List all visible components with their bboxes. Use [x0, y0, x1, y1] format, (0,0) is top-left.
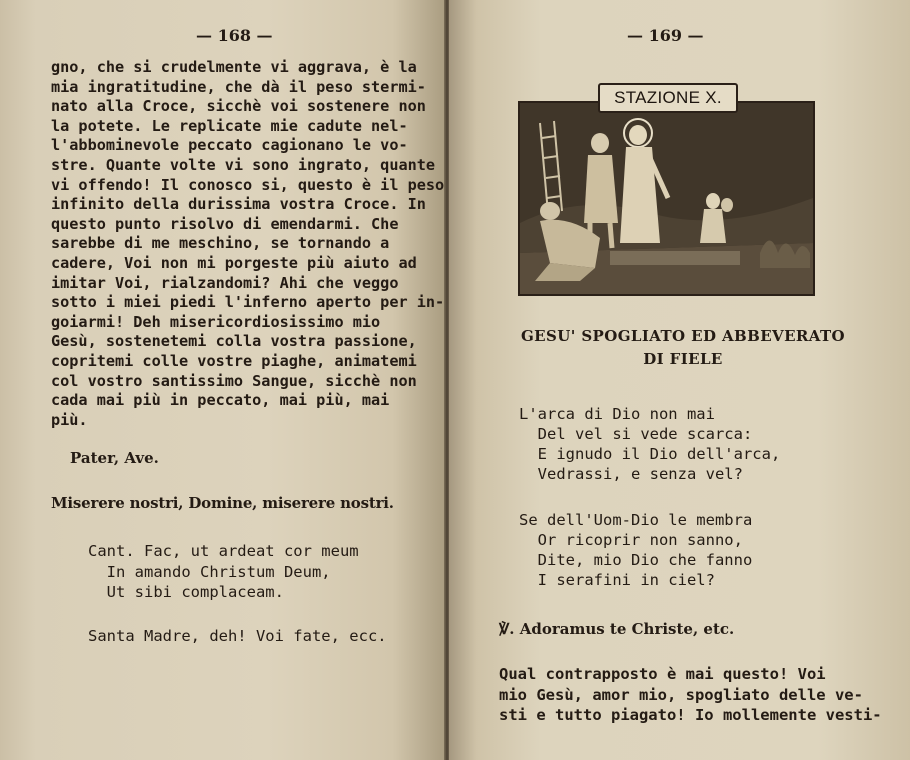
page-number-168: — 168 —	[196, 26, 273, 45]
text-line: mia ingratitudine, che dà il peso stermi-	[51, 77, 426, 96]
station-title	[477, 325, 889, 371]
text-line: infinito della durissima vostra Croce. In	[51, 195, 426, 214]
verse-line: Del vel si vede scarca:	[519, 425, 753, 443]
text-line: cada mai più in peccato, mai più, mai	[51, 391, 390, 410]
verse-line: Se dell'Uom-Dio le membra	[519, 511, 753, 529]
stripping-of-jesus-illustration	[520, 103, 813, 294]
left-paragraph	[51, 58, 445, 430]
text-line: questo punto risolvo di emendarmi. Che	[51, 214, 399, 233]
pater-ave: Pater, Ave.	[70, 449, 159, 467]
left-page	[0, 0, 446, 760]
text-line: sotto i miei piedi l'inferno aperto per in-	[51, 293, 445, 312]
text-line: sarebbe di me meschino, se tornando a	[51, 234, 390, 253]
adoramus-line: ℣. Adoramus te Christe, etc.	[499, 620, 735, 638]
text-line: gno, che si crudelmente vi aggrava, è la	[51, 58, 417, 76]
text-line: più.	[51, 410, 88, 429]
verse-line: Or ricoprir non sanno,	[519, 531, 743, 549]
text-line: cadere, Voi non mi porgeste più aiuto ad	[51, 253, 417, 272]
verse-stanza-1	[519, 404, 780, 484]
text-line: nato alla Croce, sicchè voi sostenere non	[51, 97, 426, 116]
text-line: vi offendo! Il conosco si, questo è il peso	[51, 175, 445, 194]
text-line: Gesù, sostenetemi colla vostra passione,	[51, 332, 417, 351]
cant-verse	[88, 541, 359, 603]
text-line: sti e tutto piagato! Io mollemente vesti-	[499, 706, 882, 724]
text-line: col vostro santissimo Sangue, sicchè non	[51, 371, 417, 390]
text-line: copritemi colle vostre piaghe, animatemi	[51, 351, 417, 370]
text-line: stre. Quante volte vi sono ingrato, quante	[51, 155, 436, 174]
text-line: l'abbominevole peccato cagionano le vo-	[51, 136, 408, 155]
text-line: Qual contrapposto è mai questo! Voi	[499, 665, 826, 683]
station-illustration	[518, 101, 815, 296]
verse-line: Vedrassi, e senza vel?	[519, 465, 743, 483]
miserere-line: Miserere nostri, Domine, miserere nostri.	[51, 494, 394, 512]
verse-line: Dite, mio Dio che fanno	[519, 551, 753, 569]
verse-line: Cant. Fac, ut ardeat cor meum	[88, 542, 359, 560]
verse-line: E ignudo il Dio dell'arca,	[519, 445, 781, 463]
text-line: imitar Voi, rialzandomi? Ahi che veggo	[51, 273, 399, 292]
text-line: la potete. Le replicate mie cadute nel-	[51, 116, 408, 135]
text-line: mio Gesù, amor mio, spogliato delle ve-	[499, 685, 863, 704]
verse-line: L'arca di Dio non mai	[519, 405, 715, 423]
verse-line: In amando Christum Deum,	[88, 562, 331, 581]
santa-madre-line: Santa Madre, deh! Voi fate, ecc.	[88, 627, 387, 645]
closing-paragraph	[499, 664, 882, 726]
text-line: goiarmi! Deh misericordiosissimo mio	[51, 312, 381, 331]
title-line: GESU' SPOGLIATO ED ABBEVERATO	[520, 327, 846, 345]
title-line: DI FIELE	[643, 350, 723, 368]
station-banner: STAZIONE X.	[598, 83, 738, 113]
verse-line: I serafini in ciel?	[519, 571, 715, 589]
right-page	[449, 0, 910, 760]
page-number-169: — 169 —	[627, 26, 704, 45]
verse-stanza-2	[519, 510, 752, 590]
verse-line: Ut sibi complaceam.	[88, 583, 284, 601]
